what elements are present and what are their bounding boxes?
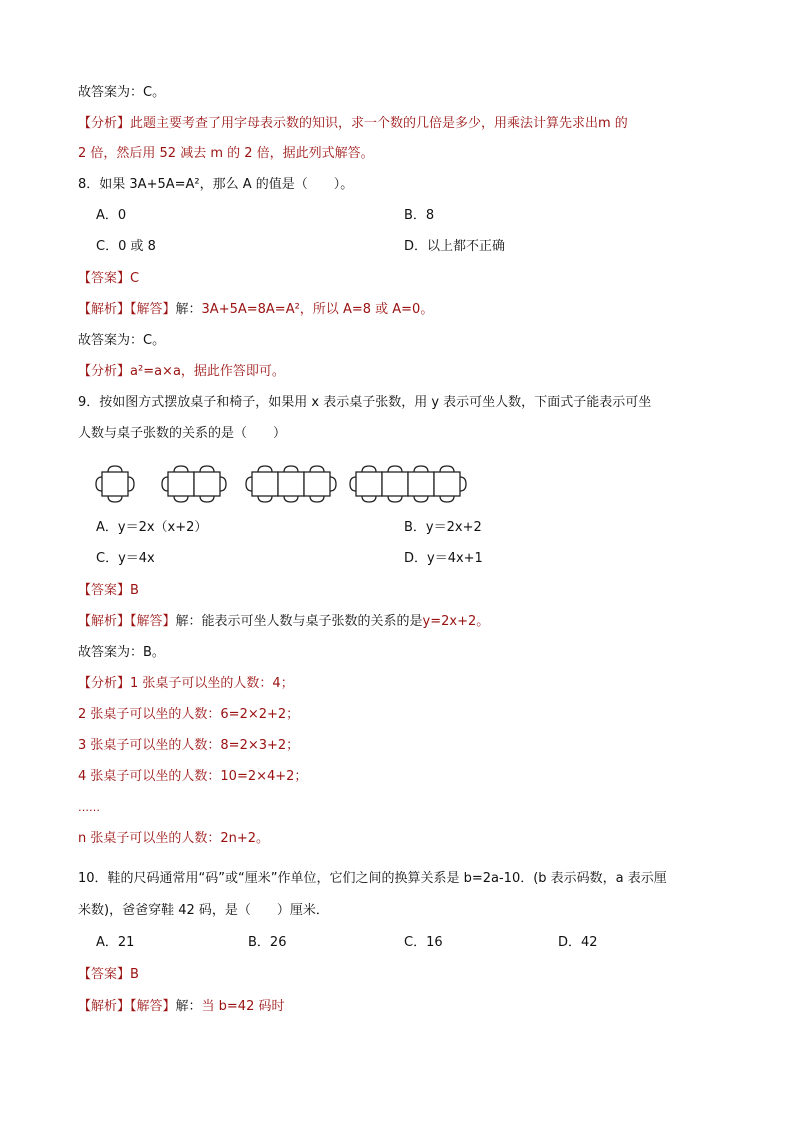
- q9-analysis-line-n: n 张桌子可以坐的人数：2n+2。: [78, 831, 270, 846]
- q8-stem: 8．如果 3A+5A=A²，那么 A 的值是（ ）。: [78, 177, 354, 192]
- explanation-body: y=2x+2。: [422, 614, 490, 629]
- table-group-4: [350, 466, 466, 502]
- analysis-tag: 【分析】: [78, 364, 131, 379]
- q8-answer: [78, 270, 139, 288]
- answer-value: B: [130, 967, 139, 982]
- q8-final: 故答案为：C。: [78, 333, 166, 348]
- explanation-tag: 【解析】【解答】: [78, 614, 176, 629]
- explanation-body: 当 b=42 码时: [201, 999, 285, 1014]
- q9-option-d: D．y＝4x+1: [404, 551, 483, 566]
- q10-option-b: B．26: [248, 935, 287, 950]
- q9-analysis-line-3: 3 张桌子可以坐的人数：8=2×3+2；: [78, 738, 300, 753]
- answer-tag: 【答案】: [78, 271, 131, 286]
- answer-value: C: [130, 271, 140, 286]
- q8-explanation: [78, 301, 433, 319]
- q10-answer: [78, 966, 139, 984]
- table-group-3: [246, 466, 336, 502]
- q8-analysis: [78, 363, 285, 381]
- analysis-tag: 【分析】: [78, 676, 131, 691]
- q9-explanation: [78, 613, 489, 631]
- q8-option-b: B．8: [404, 208, 435, 223]
- analysis-text-cont: 2 倍，然后用 52 减去 m 的 2 倍，据此列式解答。: [78, 146, 374, 161]
- q10-option-c: C．16: [404, 935, 443, 950]
- answer-line-prev: 故答案为：C。: [78, 85, 166, 100]
- explanation-lead: 解：: [175, 999, 202, 1014]
- analysis-tag: 【分析】: [78, 116, 131, 131]
- table-group-2: [162, 466, 226, 502]
- q10-option-a: A．21: [96, 935, 135, 950]
- answer-tag: 【答案】: [78, 583, 131, 598]
- q10-stem-cont: 米数)，爸爸穿鞋 42 码，是（ ）厘米．: [78, 903, 329, 918]
- table-group-1: [96, 466, 134, 502]
- explanation-lead: 解：: [175, 302, 202, 317]
- analysis-text: 1 张桌子可以坐的人数：4；: [130, 676, 294, 691]
- explanation-body: 3A+5A=8A=A²，所以 A=8 或 A=0。: [201, 302, 434, 317]
- q8-option-a: A．0: [96, 208, 127, 223]
- tables-chairs-figure: [94, 460, 474, 510]
- q10-option-d: D．42: [558, 935, 598, 950]
- q9-option-a: A．y＝2x（x+2）: [96, 520, 208, 535]
- explanation-lead: 解：能表示可坐人数与桌子张数的关系的是: [175, 614, 423, 629]
- analysis-text: a²=a×a，据此作答即可。: [130, 364, 285, 379]
- q9-analysis: [78, 675, 294, 693]
- analysis-prev: [78, 115, 628, 133]
- q9-answer: [78, 582, 139, 600]
- q9-analysis-line-4: 4 张桌子可以坐的人数：10=2×4+2；: [78, 769, 308, 784]
- answer-tag: 【答案】: [78, 967, 131, 982]
- q9-option-b: B．y＝2x+2: [404, 520, 482, 535]
- q9-final: 故答案为：B。: [78, 645, 165, 660]
- q9-stem: 9．按如图方式摆放桌子和椅子，如果用 x 表示桌子张数，用 y 表示可坐人数，下面式子能表示可坐: [78, 395, 652, 410]
- q8-option-d: D．以上都不正确: [404, 239, 506, 254]
- q10-explanation: [78, 998, 284, 1016]
- q10-stem: 10．鞋的尺码通常用“码”或“厘米”作单位，它们之间的换算关系是 b=2a-10．(b 表示码数，a 表示厘: [78, 871, 667, 886]
- analysis-text: 此题主要考查了用字母表示数的知识，求一个数的几倍是多少，用乘法计算先求出m 的: [130, 116, 628, 131]
- answer-value: B: [130, 583, 139, 598]
- explanation-tag: 【解析】【解答】: [78, 999, 176, 1014]
- explanation-tag: 【解析】【解答】: [78, 302, 176, 317]
- q9-option-c: C．y＝4x: [96, 551, 155, 566]
- q9-analysis-line-2: 2 张桌子可以坐的人数：6=2×2+2；: [78, 707, 300, 722]
- q9-stem-cont: 人数与桌子张数的关系的是（ ）: [78, 426, 287, 441]
- q8-option-c: C．0 或 8: [96, 239, 156, 254]
- q9-analysis-ellipsis: ……: [78, 801, 100, 814]
